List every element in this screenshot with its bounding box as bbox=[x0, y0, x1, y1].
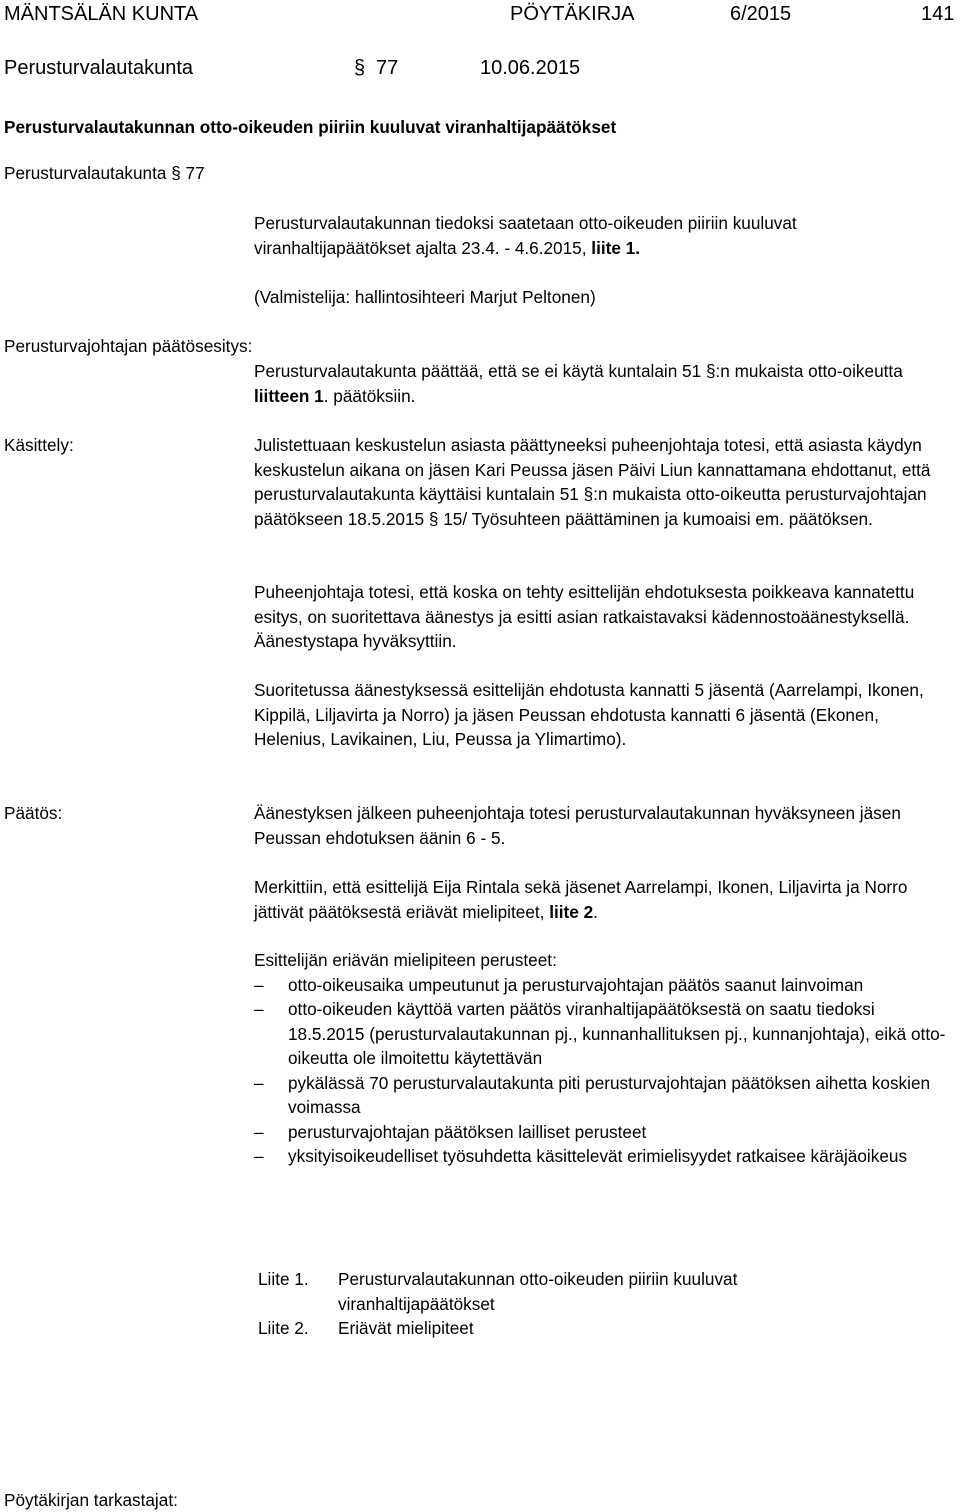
intro-paragraph bbox=[254, 211, 954, 260]
decision-paragraph-1: Äänestyksen jälkeen puheenjohtaja totesi perusturvalautakunnan hyväksyneen jäsen Peussan ehdotuksen äänin 6 - 5. bbox=[254, 803, 901, 848]
intro-text: Perusturvalautakunnan tiedoksi saatetaan otto-oikeuden piiriin kuuluvat viranhaltijapäätökset ajalta 23.4. - 4.6.2015, bbox=[254, 213, 797, 258]
dissent-grounds-list bbox=[254, 973, 954, 1169]
section-marker: § bbox=[354, 57, 366, 79]
dissent-grounds-heading: Esittelijän eriävän mielipiteen perusteet: bbox=[254, 950, 557, 970]
handling-label: Käsittely: bbox=[4, 435, 74, 455]
intro-end: . bbox=[635, 237, 641, 258]
section-reference: Perusturvalautakunta § 77 bbox=[4, 163, 205, 183]
list-item bbox=[254, 1071, 954, 1120]
page-number: 141 bbox=[921, 3, 955, 25]
bullet-dash: – bbox=[254, 1072, 264, 1093]
handling-paragraph-1: Julistettuaan keskustelun asiasta päättyneeksi puheenjohtaja totesi, että asiasta käydyn keskustelun aikana on jäsen Kari Peussa jäsen Päivi Liun kannattamana ehdottanut, että perusturvalautakunta käyttäisi kuntalain 51 §:n mukaista otto-oikeutta perusturvajohtajan päätökseen 18.5.2015 § 15/ Työsuhteen päättäminen ja kumoaisi em. päätöksen. bbox=[254, 435, 931, 529]
list-item bbox=[254, 997, 954, 1071]
attachment-list bbox=[258, 1267, 938, 1341]
proposal-text-a: Perusturvalautakunta päättää, että se ei käytä kuntalain 51 §:n mukaista otto-oikeutta bbox=[254, 361, 903, 381]
list-item bbox=[254, 1144, 954, 1169]
attachment-title: Perusturvalautakunnan otto-oikeuden piiriin kuuluvat viranhaltijapäätökset bbox=[338, 1269, 738, 1314]
proposal-text-b: . päätöksiin. bbox=[323, 385, 416, 406]
decision-paragraph-2-text: Merkittiin, että esittelijä Eija Rintala sekä jäsenet Aarrelampi, Ikonen, Liljavirta ja Norro jättivät päätöksestä eriävät mielipiteet, bbox=[254, 877, 908, 922]
decision-label: Päätös: bbox=[4, 803, 63, 823]
attachment-row bbox=[258, 1316, 938, 1341]
attachment-row bbox=[258, 1267, 938, 1316]
bullet-dash: – bbox=[254, 1146, 264, 1166]
meeting-date: 10.06.2015 bbox=[480, 57, 581, 79]
bullet-dash: – bbox=[254, 999, 264, 1019]
protocol-issue: 6/2015 bbox=[730, 3, 792, 25]
list-item-text: perusturvajohtajan päätöksen lailliset perusteet bbox=[288, 1121, 647, 1142]
decision-attachment-ref: liite 2 bbox=[549, 901, 594, 922]
board-name: Perusturvalautakunta bbox=[4, 57, 194, 79]
list-item-text: otto-oikeuden käyttöä varten päätös viranhaltijapäätöksestä on saatu tiedoksi 18.5.2015 (perusturvalautakunnan pj., kunnanhallituksen pj., kunnanjohtaja), eikä otto-oikeutta ole ilmoitettu käytettävän bbox=[288, 999, 946, 1068]
section-number: 77 bbox=[376, 57, 399, 79]
list-item bbox=[254, 973, 908, 998]
list-item-text: otto-oikeusaika umpeutunut ja perusturvajohtajan päätös saanut lainvoiman bbox=[288, 974, 864, 995]
preparer-note: (Valmistelija: hallintosihteeri Marjut Peltonen) bbox=[254, 287, 596, 307]
document-type: PÖYTÄKIRJA bbox=[510, 3, 635, 25]
decision-paragraph-2 bbox=[254, 875, 954, 924]
list-item-text: yksityisoikeudelliset työsuhdetta käsittelevät erimielisyydet ratkaisee käräjäoikeus bbox=[288, 1146, 908, 1166]
bullet-dash: – bbox=[254, 974, 264, 995]
decision-paragraph-2-end: . bbox=[593, 901, 598, 922]
attachment-title: Eriävät mielipiteet bbox=[338, 1318, 474, 1338]
handling-paragraph-3: Suoritetussa äänestyksessä esittelijän ehdotusta kannatti 5 jäsentä (Aarrelampi, Ikonen, Kippilä, Liljavirta ja Norro) ja jäsen Peussan ehdotusta kannatti 6 jäsentä (Ekonen, Helenius, Lavikainen, Liu, Peussa ja Ylimartimo). bbox=[254, 680, 924, 749]
dissent-grounds bbox=[254, 948, 954, 1169]
list-item bbox=[254, 1120, 954, 1145]
item-title: Perusturvalautakunnan otto-oikeuden piiriin kuuluvat viranhaltijapäätökset bbox=[4, 117, 617, 137]
list-item-text: pykälässä 70 perusturvalautakunta piti perusturvajohtajan päätöksen aihetta koskien voimassa bbox=[288, 1072, 931, 1117]
org-name: MÄNTSÄLÄN KUNTA bbox=[4, 3, 199, 25]
bullet-dash: – bbox=[254, 1121, 264, 1142]
protocol-checkers-label: Pöytäkirjan tarkastajat: bbox=[4, 1490, 178, 1510]
proposal-attachment-ref: liitteen 1 bbox=[254, 385, 324, 406]
attachment-key: Liite 1. bbox=[258, 1269, 309, 1289]
handling-paragraph-2: Puheenjohtaja totesi, että koska on tehty esittelijän ehdotuksesta poikkeava kannatettu esitys, on suoritettava äänestys ja esitti asian ratkaistavaksi kädennostoäänestyksellä. Äänestystapa hyväksyttiin. bbox=[254, 582, 915, 651]
proposal-text bbox=[254, 359, 954, 408]
proposal-label: Perusturvajohtajan päätösesitys: bbox=[4, 336, 253, 356]
intro-attachment-ref: liite 1 bbox=[591, 237, 636, 258]
attachment-key: Liite 2. bbox=[258, 1318, 309, 1338]
